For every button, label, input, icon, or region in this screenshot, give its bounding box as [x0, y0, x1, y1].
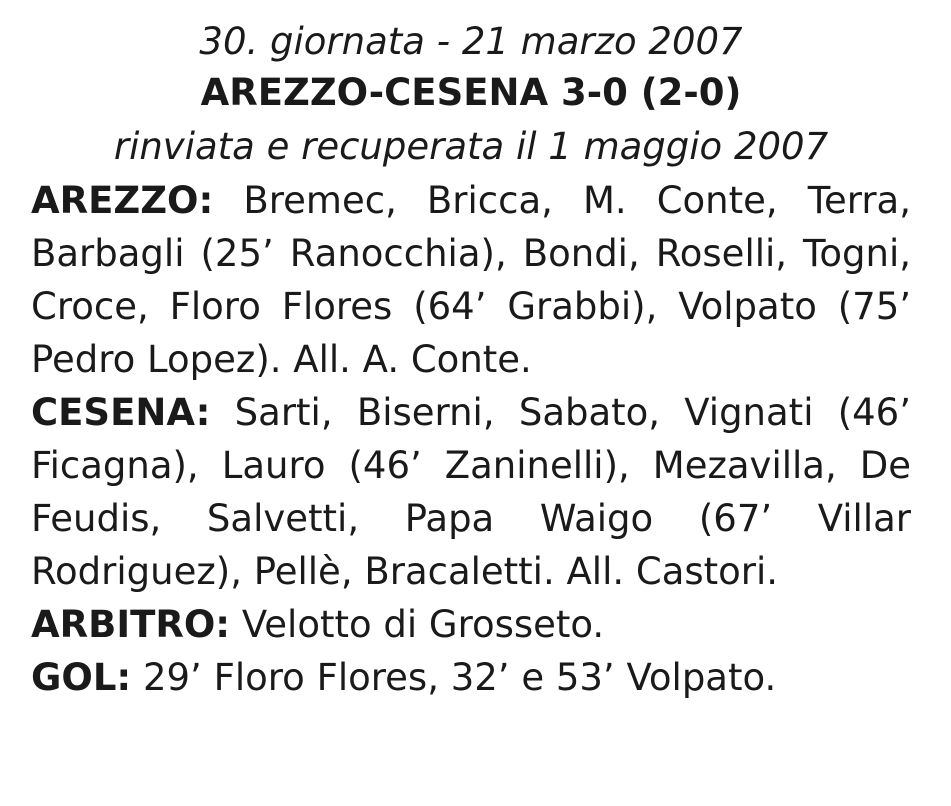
referee-label: ARBITRO:	[31, 603, 231, 646]
matchday-date: 30. giornata - 21 marzo 2007	[199, 20, 743, 63]
referee-line	[31, 598, 911, 651]
arezzo-label: AREZZO:	[31, 179, 214, 222]
match-report	[31, 18, 911, 704]
match-score: AREZZO-CESENA 3-0 (2-0)	[200, 71, 742, 114]
goals-value: 29’ Floro Flores, 32’ e 53’ Volpato.	[131, 656, 777, 699]
postponement-note: rinviata e recuperata il 1 maggio 2007	[113, 125, 829, 168]
goals-line	[31, 651, 911, 704]
cesena-lineup-text: Sarti, Biserni, Sabato, Vignati (46’ Ficagna), Lauro (46’ Zaninelli), Mezavilla, De Feudis, Salvetti, Papa Waigo (67’ Villar Rodriguez), Pellè, Bracaletti. All. Castori.	[31, 391, 911, 593]
referee-value: Velotto di Grosseto.	[230, 603, 605, 646]
goals-label: GOL:	[31, 656, 132, 699]
arezzo-lineup	[31, 174, 911, 386]
cesena-label: CESENA:	[31, 391, 211, 434]
cesena-lineup	[31, 386, 911, 598]
arezzo-lineup-text: Bremec, Bricca, M. Conte, Terra, Barbagli (25’ Ranocchia), Bondi, Roselli, Togni, Croce, Floro Flores (64’ Grabbi), Volpato (75’ Pedro Lopez). All. A. Conte.	[31, 179, 911, 381]
